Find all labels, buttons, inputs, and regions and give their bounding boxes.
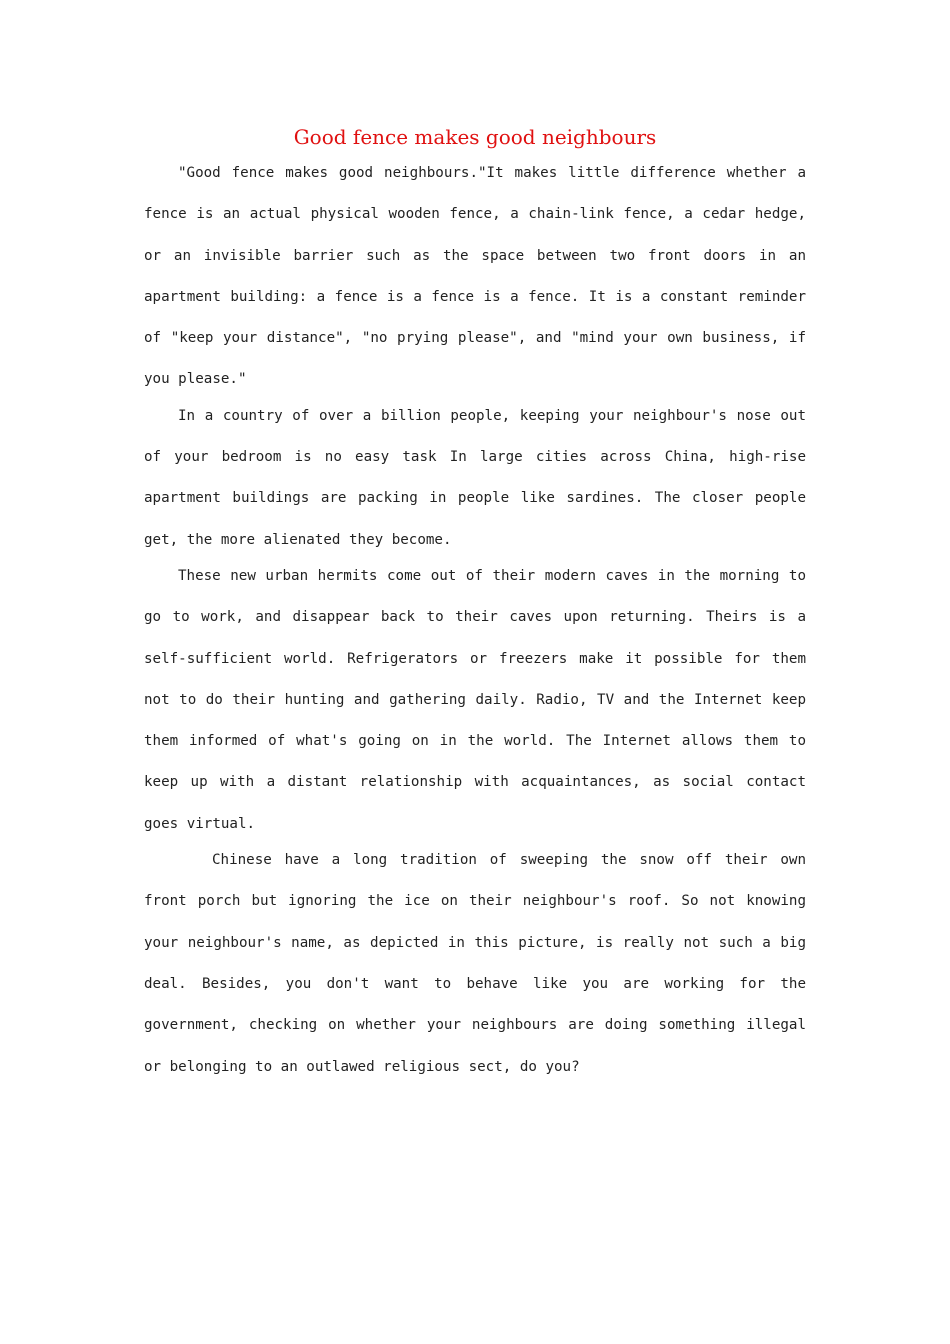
paragraph-2: In a country of over a billion people, keeping your neighbour's nose out of your bedroom is no easy task In large cities across China, high-rise apartment buildings are packing in people like sardines. The closer people get, the more alienated they become. bbox=[144, 407, 806, 548]
document-body bbox=[144, 153, 806, 1088]
paragraph-4: Chinese have a long tradition of sweeping the snow off their own front porch but ignoring the ice on their neighbour's roof. So not knowing your neighbour's name, as depicted in this picture, is really not such a big deal. Besides, you don't want to behave like you are working for the government, checking on whether your neighbours are doing something illegal or belonging to an outlawed religious sect, do you? bbox=[144, 852, 806, 1075]
paragraph-3: These new urban hermits come out of their modern caves in the morning to go to work, and disappear back to their caves upon returning. Theirs is a self-sufficient world. Refrigerators or freezers make it possible for them not to do their hunting and gathering daily. Radio, TV and the Internet keep them informed of what's going on in the world. The Internet allows them to keep up with a distant relationship with acquaintances, as social contact goes virtual. bbox=[144, 567, 806, 832]
document-title: Good fence makes good neighbours bbox=[293, 125, 657, 149]
paragraph-1: "Good fence makes good neighbours."It makes little difference whether a fence is an actual physical wooden fence, a chain-link fence, a cedar hedge, or an invisible barrier such as the space between two front doors in an apartment building: a fence is a fence is a fence. It is a constant reminder of "keep your distance", "no prying please", and "mind your own business, if you please." bbox=[144, 165, 806, 388]
